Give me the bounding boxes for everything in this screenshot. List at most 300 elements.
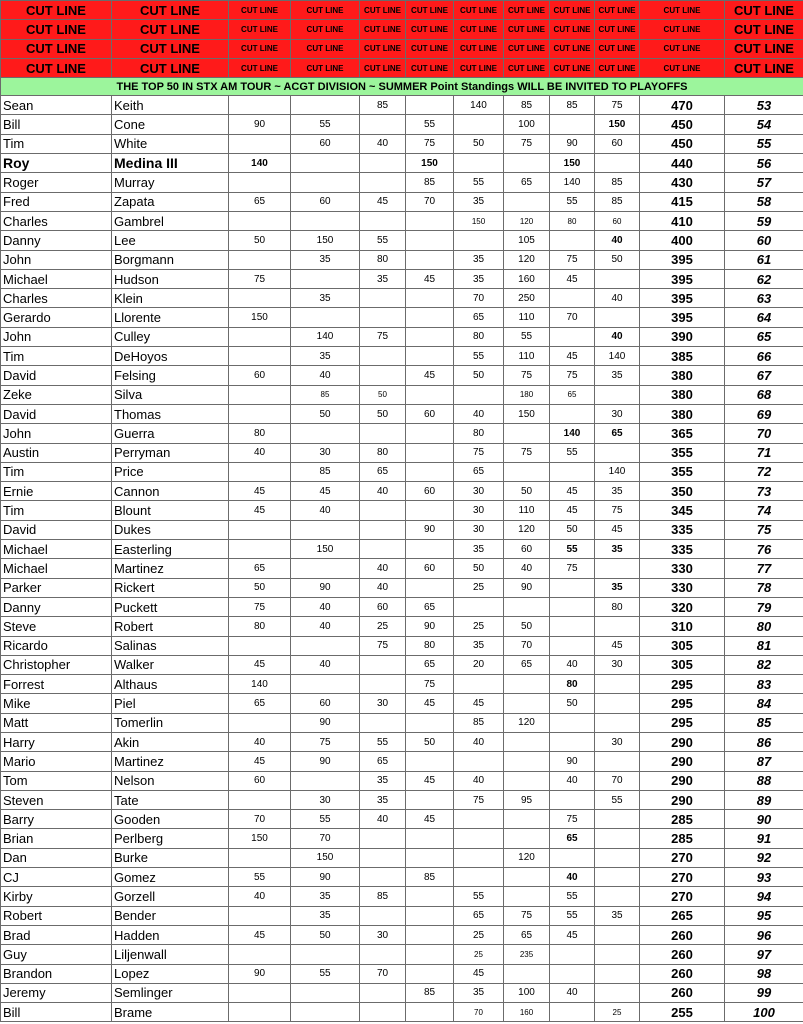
- event-points: 40: [360, 134, 406, 153]
- event-points: 55: [454, 887, 504, 906]
- first-name: Mario: [1, 752, 112, 771]
- event-points: 75: [229, 269, 291, 288]
- first-name: David: [1, 404, 112, 423]
- event-points: [406, 848, 454, 867]
- event-points: 65: [229, 192, 291, 211]
- event-points: [406, 887, 454, 906]
- event-points: 50: [550, 694, 595, 713]
- event-points: 75: [504, 366, 550, 385]
- cut-line-cell: CUT LINE: [229, 1, 291, 20]
- cut-line-cell: CUT LINE: [640, 39, 725, 58]
- event-points: [360, 868, 406, 887]
- total-points: 355: [640, 443, 725, 462]
- cut-line-cell: CUT LINE: [291, 20, 360, 39]
- event-points: [595, 925, 640, 944]
- event-points: 80: [229, 424, 291, 443]
- event-points: 40: [550, 655, 595, 674]
- event-points: [360, 211, 406, 230]
- event-points: [550, 115, 595, 134]
- event-points: 85: [406, 983, 454, 1002]
- event-points: [595, 810, 640, 829]
- cut-line-cell: CUT LINE: [595, 39, 640, 58]
- rank-number: 72: [725, 462, 803, 481]
- event-points: 50: [229, 231, 291, 250]
- event-points: [291, 211, 360, 230]
- player-row: [1, 713, 803, 732]
- last-name: Tomerlin: [112, 713, 229, 732]
- rank-number: 77: [725, 559, 803, 578]
- event-points: [454, 231, 504, 250]
- total-points: 310: [640, 617, 725, 636]
- rank-number: 53: [725, 96, 803, 115]
- event-points: [595, 964, 640, 983]
- first-name: CJ: [1, 868, 112, 887]
- event-points: [595, 868, 640, 887]
- cut-line-cell: CUT LINE: [291, 58, 360, 77]
- cut-line-row: [1, 20, 803, 39]
- event-points: 50: [550, 520, 595, 539]
- total-points: 450: [640, 134, 725, 153]
- total-points: 450: [640, 115, 725, 134]
- total-points: 395: [640, 308, 725, 327]
- event-points: 65: [229, 559, 291, 578]
- event-points: [406, 347, 454, 366]
- event-points: [550, 617, 595, 636]
- event-points: [550, 636, 595, 655]
- player-row: [1, 906, 803, 925]
- event-points: 75: [360, 327, 406, 346]
- last-name: Gambrel: [112, 211, 229, 230]
- event-points: [360, 347, 406, 366]
- event-points: 75: [291, 732, 360, 751]
- total-points: 400: [640, 231, 725, 250]
- total-points: 335: [640, 540, 725, 559]
- event-points: [595, 945, 640, 964]
- event-points: 55: [595, 790, 640, 809]
- event-points: [291, 983, 360, 1002]
- event-points: 70: [504, 636, 550, 655]
- event-points: 40: [550, 983, 595, 1002]
- event-points: 35: [595, 482, 640, 501]
- player-row: [1, 134, 803, 153]
- player-row: [1, 655, 803, 674]
- event-points: 80: [360, 250, 406, 269]
- event-points: 60: [291, 192, 360, 211]
- event-points: 30: [360, 694, 406, 713]
- event-points: [229, 211, 291, 230]
- event-points: 150: [229, 829, 291, 848]
- event-points: 35: [454, 269, 504, 288]
- event-points: 65: [229, 694, 291, 713]
- last-name: Silva: [112, 385, 229, 404]
- event-points: 35: [454, 636, 504, 655]
- event-points: 105: [504, 231, 550, 250]
- event-points: [504, 868, 550, 887]
- rank-number: 81: [725, 636, 803, 655]
- event-points: 25: [454, 617, 504, 636]
- event-points: [229, 790, 291, 809]
- player-row: [1, 520, 803, 539]
- total-points: 295: [640, 713, 725, 732]
- event-points: 95: [504, 790, 550, 809]
- total-points: 380: [640, 366, 725, 385]
- cut-line-cell: CUT LINE: [1, 20, 112, 39]
- event-points: [504, 675, 550, 694]
- event-points: 45: [550, 269, 595, 288]
- player-row: [1, 597, 803, 616]
- first-name: Guy: [1, 945, 112, 964]
- rank-number: 84: [725, 694, 803, 713]
- event-points: [406, 540, 454, 559]
- player-row: [1, 559, 803, 578]
- player-row: [1, 404, 803, 423]
- event-points: 55: [550, 906, 595, 925]
- event-points: [595, 443, 640, 462]
- rank-number: 69: [725, 404, 803, 423]
- event-points: 90: [550, 752, 595, 771]
- event-points: 110: [504, 501, 550, 520]
- event-points: 85: [360, 887, 406, 906]
- event-points: [291, 559, 360, 578]
- event-points: 150: [504, 404, 550, 423]
- event-points: 150: [229, 308, 291, 327]
- last-name: Thomas: [112, 404, 229, 423]
- player-row: [1, 540, 803, 559]
- event-points: 85: [454, 713, 504, 732]
- rank-number: 54: [725, 115, 803, 134]
- event-points: 140: [595, 347, 640, 366]
- event-points: 90: [229, 964, 291, 983]
- event-points: 65: [504, 173, 550, 192]
- event-points: 140: [595, 462, 640, 481]
- event-points: 100: [504, 115, 550, 134]
- rank-number: 80: [725, 617, 803, 636]
- event-points: [550, 597, 595, 616]
- last-name: Hudson: [112, 269, 229, 288]
- event-points: [360, 983, 406, 1002]
- player-row: [1, 154, 803, 173]
- total-points: 395: [640, 269, 725, 288]
- total-points: 345: [640, 501, 725, 520]
- event-points: [406, 501, 454, 520]
- first-name: Michael: [1, 559, 112, 578]
- event-points: [406, 289, 454, 308]
- first-name: Tim: [1, 462, 112, 481]
- cut-line-cell: CUT LINE: [550, 1, 595, 20]
- first-name: Brad: [1, 925, 112, 944]
- event-points: 85: [595, 192, 640, 211]
- total-points: 305: [640, 655, 725, 674]
- event-points: [229, 173, 291, 192]
- event-points: 140: [550, 424, 595, 443]
- event-points: [291, 675, 360, 694]
- event-points: 75: [595, 501, 640, 520]
- event-points: 55: [406, 115, 454, 134]
- event-points: [595, 308, 640, 327]
- player-row: [1, 694, 803, 713]
- last-name: Felsing: [112, 366, 229, 385]
- event-points: 35: [291, 887, 360, 906]
- player-row: [1, 848, 803, 867]
- event-points: 45: [406, 269, 454, 288]
- event-points: 40: [360, 559, 406, 578]
- rank-number: 92: [725, 848, 803, 867]
- event-points: [550, 790, 595, 809]
- event-points: 140: [229, 675, 291, 694]
- rank-number: 90: [725, 810, 803, 829]
- event-points: [550, 462, 595, 481]
- total-points: 290: [640, 732, 725, 751]
- event-points: [504, 964, 550, 983]
- event-points: [229, 347, 291, 366]
- event-points: [360, 115, 406, 134]
- event-points: 90: [229, 115, 291, 134]
- rank-number: 93: [725, 868, 803, 887]
- cut-line-cell: CUT LINE: [725, 20, 803, 39]
- first-name: John: [1, 250, 112, 269]
- event-points: 55: [454, 347, 504, 366]
- total-points: 330: [640, 578, 725, 597]
- banner-row: [1, 78, 803, 96]
- last-name: Lee: [112, 231, 229, 250]
- rank-number: 100: [725, 1003, 803, 1022]
- event-points: [406, 424, 454, 443]
- event-points: [550, 964, 595, 983]
- first-name: Steve: [1, 617, 112, 636]
- last-name: Semlinger: [112, 983, 229, 1002]
- event-points: 120: [504, 713, 550, 732]
- event-points: 65: [406, 597, 454, 616]
- event-points: 150: [291, 540, 360, 559]
- total-points: 270: [640, 887, 725, 906]
- event-points: [406, 945, 454, 964]
- event-points: 80: [406, 636, 454, 655]
- last-name: Burke: [112, 848, 229, 867]
- event-points: 75: [406, 675, 454, 694]
- cut-line-row: [1, 1, 803, 20]
- player-row: [1, 250, 803, 269]
- event-points: [406, 462, 454, 481]
- first-name: Matt: [1, 713, 112, 732]
- event-points: 60: [406, 404, 454, 423]
- player-row: [1, 810, 803, 829]
- event-points: [229, 134, 291, 153]
- event-points: [406, 925, 454, 944]
- event-points: [291, 424, 360, 443]
- last-name: Bender: [112, 906, 229, 925]
- rank-number: 64: [725, 308, 803, 327]
- event-points: 120: [504, 250, 550, 269]
- cut-line-cell: CUT LINE: [112, 58, 229, 77]
- event-points: 45: [406, 366, 454, 385]
- event-points: 50: [454, 559, 504, 578]
- event-points: 60: [229, 366, 291, 385]
- last-name: Robert: [112, 617, 229, 636]
- event-points: [595, 983, 640, 1002]
- rank-number: 62: [725, 269, 803, 288]
- rank-number: 76: [725, 540, 803, 559]
- event-points: [229, 1003, 291, 1022]
- event-points: 55: [550, 887, 595, 906]
- event-points: 120: [504, 211, 550, 230]
- total-points: 380: [640, 404, 725, 423]
- event-points: 90: [406, 520, 454, 539]
- player-row: [1, 289, 803, 308]
- event-points: [360, 424, 406, 443]
- player-row: [1, 501, 803, 520]
- first-name: Charles: [1, 211, 112, 230]
- event-points: [229, 404, 291, 423]
- event-points: [504, 829, 550, 848]
- event-points: [291, 269, 360, 288]
- event-points: 65: [504, 655, 550, 674]
- event-points: [504, 424, 550, 443]
- event-points: [550, 848, 595, 867]
- last-name: Easterling: [112, 540, 229, 559]
- player-row: [1, 192, 803, 211]
- event-points: [360, 906, 406, 925]
- event-points: 35: [360, 269, 406, 288]
- cut-line-row: [1, 58, 803, 77]
- player-row: [1, 675, 803, 694]
- event-points: [550, 945, 595, 964]
- event-points: 80: [550, 675, 595, 694]
- event-points: 40: [595, 231, 640, 250]
- event-points: 90: [291, 713, 360, 732]
- event-points: 40: [229, 887, 291, 906]
- player-row: [1, 366, 803, 385]
- event-points: 35: [595, 366, 640, 385]
- total-points: 290: [640, 752, 725, 771]
- player-row: [1, 96, 803, 115]
- first-name: Sean: [1, 96, 112, 115]
- event-points: [291, 308, 360, 327]
- last-name: Gooden: [112, 810, 229, 829]
- total-points: 355: [640, 462, 725, 481]
- player-row: [1, 231, 803, 250]
- event-points: [550, 289, 595, 308]
- rank-number: 55: [725, 134, 803, 153]
- event-points: [229, 520, 291, 539]
- event-points: 50: [454, 134, 504, 153]
- rank-number: 60: [725, 231, 803, 250]
- event-points: 35: [360, 771, 406, 790]
- rank-number: 74: [725, 501, 803, 520]
- total-points: 365: [640, 424, 725, 443]
- event-points: 150: [550, 154, 595, 173]
- event-points: [550, 732, 595, 751]
- event-points: 40: [504, 559, 550, 578]
- event-points: 35: [360, 790, 406, 809]
- event-points: [291, 636, 360, 655]
- event-points: 70: [595, 771, 640, 790]
- event-points: 120: [504, 848, 550, 867]
- total-points: 290: [640, 790, 725, 809]
- event-points: 25: [454, 578, 504, 597]
- event-points: 35: [595, 578, 640, 597]
- cut-line-cell: CUT LINE: [406, 39, 454, 58]
- last-name: Medina III: [112, 154, 229, 173]
- event-points: 40: [291, 655, 360, 674]
- event-points: 40: [360, 578, 406, 597]
- cut-line-cell: CUT LINE: [725, 58, 803, 77]
- rank-number: 68: [725, 385, 803, 404]
- event-points: 45: [550, 501, 595, 520]
- player-row: [1, 636, 803, 655]
- rank-number: 94: [725, 887, 803, 906]
- player-row: [1, 617, 803, 636]
- last-name: Rickert: [112, 578, 229, 597]
- event-points: 25: [595, 1003, 640, 1022]
- event-points: 160: [504, 269, 550, 288]
- event-points: 80: [360, 443, 406, 462]
- last-name: Tate: [112, 790, 229, 809]
- rank-number: 75: [725, 520, 803, 539]
- cut-line-cell: CUT LINE: [291, 1, 360, 20]
- cut-line-cell: CUT LINE: [112, 39, 229, 58]
- event-points: 90: [291, 578, 360, 597]
- rank-number: 96: [725, 925, 803, 944]
- rank-number: 66: [725, 347, 803, 366]
- event-points: 50: [595, 250, 640, 269]
- event-points: [360, 173, 406, 192]
- event-points: 235: [504, 945, 550, 964]
- event-points: [454, 752, 504, 771]
- event-points: [504, 462, 550, 481]
- event-points: [229, 327, 291, 346]
- event-points: 50: [504, 617, 550, 636]
- event-points: 85: [360, 96, 406, 115]
- event-points: [595, 675, 640, 694]
- cut-line-cell: CUT LINE: [112, 20, 229, 39]
- first-name: Harry: [1, 732, 112, 751]
- event-points: 75: [550, 559, 595, 578]
- rank-number: 59: [725, 211, 803, 230]
- total-points: 260: [640, 925, 725, 944]
- event-points: 75: [504, 134, 550, 153]
- cut-line-cell: CUT LINE: [454, 1, 504, 20]
- event-points: 40: [291, 617, 360, 636]
- event-points: [291, 945, 360, 964]
- first-name: Mike: [1, 694, 112, 713]
- event-points: [406, 96, 454, 115]
- cut-line-cell: CUT LINE: [360, 20, 406, 39]
- event-points: 150: [595, 115, 640, 134]
- total-points: 270: [640, 848, 725, 867]
- event-points: 65: [454, 906, 504, 925]
- event-points: 90: [291, 752, 360, 771]
- first-name: Kirby: [1, 887, 112, 906]
- cut-line-cell: CUT LINE: [725, 1, 803, 20]
- event-points: [595, 848, 640, 867]
- player-row: [1, 945, 803, 964]
- event-points: 40: [229, 443, 291, 462]
- total-points: 390: [640, 327, 725, 346]
- last-name: Walker: [112, 655, 229, 674]
- event-points: 35: [454, 983, 504, 1002]
- event-points: [360, 501, 406, 520]
- event-points: [406, 250, 454, 269]
- event-points: 80: [595, 597, 640, 616]
- event-points: 45: [550, 482, 595, 501]
- event-points: [595, 829, 640, 848]
- event-points: 65: [454, 462, 504, 481]
- event-points: 40: [454, 771, 504, 790]
- cut-line-cell: CUT LINE: [550, 20, 595, 39]
- event-points: 25: [454, 945, 504, 964]
- rank-number: 63: [725, 289, 803, 308]
- event-points: [229, 540, 291, 559]
